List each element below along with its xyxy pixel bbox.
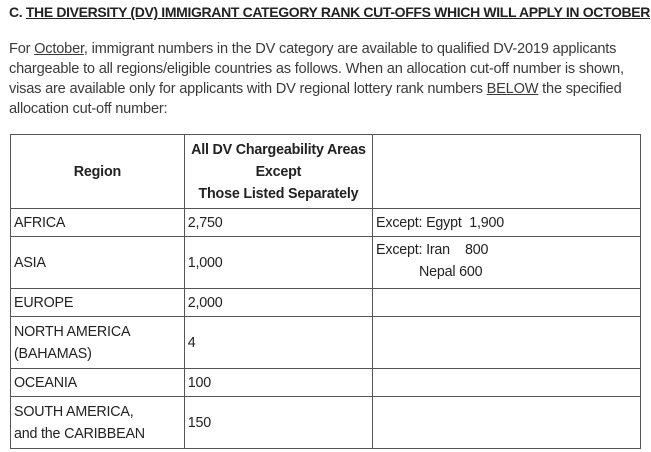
region-line2: (BAHAMAS) (14, 345, 92, 362)
exception-cell (373, 209, 641, 237)
exception-nepal: Nepal 600 (419, 264, 483, 280)
table-row (11, 237, 641, 289)
exception-cell (373, 369, 641, 397)
section-heading (9, 4, 651, 20)
exception-cell (373, 397, 641, 449)
intro-paragraph (9, 39, 644, 119)
region-line2: and the CARIBBEAN (14, 425, 145, 442)
section-title: THE DIVERSITY (DV) IMMIGRANT CATEGORY RANK CUT-OFFS WHICH WILL APPLY IN OCTOBER (25, 4, 651, 20)
table-row (11, 209, 641, 237)
intro-month-link: October (34, 41, 84, 57)
value-cell: 2,000 (184, 289, 372, 317)
region-cell (11, 317, 185, 369)
value-cell: 100 (184, 369, 372, 397)
header-exceptions (373, 135, 641, 209)
exception-cell (373, 237, 641, 289)
region-cell: EUROPE (11, 289, 185, 317)
value-cell: 1,000 (184, 237, 372, 289)
table-row (11, 397, 641, 449)
exception-iran: Except: Iran 800 (376, 242, 489, 258)
rank-cutoff-table (10, 134, 641, 449)
region-line1: NORTH AMERICA (14, 323, 131, 340)
intro-text-2: , immigrant numbers in the DV category are available to qualified DV-2019 applicants chargeable to all regions/eligible countries as follows. When an allocation cut-off number is shown, visas are available only for applicants with DV regional lottery rank numbers (9, 41, 624, 97)
value-cell: 4 (184, 317, 372, 369)
table-header-row (11, 135, 641, 209)
region-cell: OCEANIA (11, 369, 185, 397)
table-row (11, 369, 641, 397)
exception-egypt: Except: Egypt 1,900 (376, 214, 504, 231)
intro-below: BELOW (486, 81, 539, 97)
table-row (11, 289, 641, 317)
region-cell: ASIA (11, 237, 185, 289)
value-cell: 150 (184, 397, 372, 449)
region-cell (11, 397, 185, 449)
exception-cell (373, 289, 641, 317)
header-all-areas (184, 135, 372, 209)
section-letter: C. (9, 4, 23, 20)
table-row (11, 317, 641, 369)
region-cell: AFRICA (11, 209, 185, 237)
value-cell: 2,750 (184, 209, 372, 237)
intro-text-3: the specified allocation cut-off number: (9, 81, 622, 117)
header-region: Region (11, 135, 185, 209)
header-all-line2: Except (255, 163, 302, 180)
header-all-line3: Those Listed Separately (198, 185, 359, 202)
intro-text-1: For (9, 41, 35, 57)
header-all-line1: All DV Chargeability Areas (191, 141, 366, 158)
exception-cell (373, 317, 641, 369)
region-line1: SOUTH AMERICA, (14, 403, 134, 420)
